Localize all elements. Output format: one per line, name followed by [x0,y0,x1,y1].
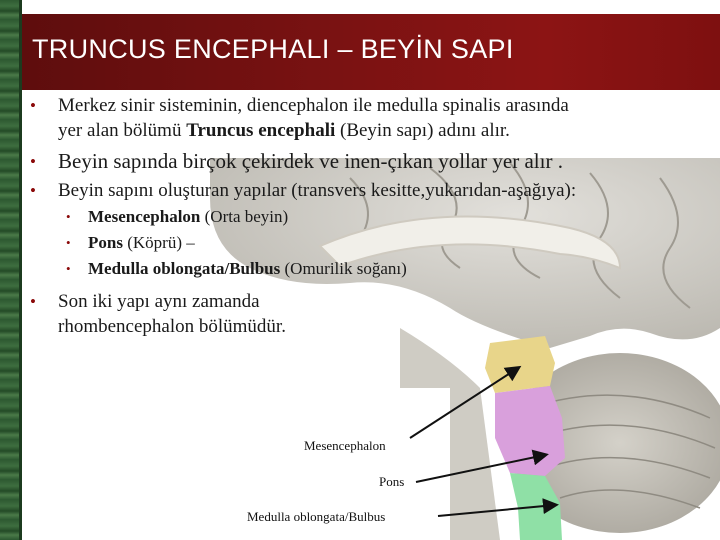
bullet-1-line-2: yer alan bölümü Truncus encephali (Beyin sapı) adını alır. [58,120,510,141]
label-mesencephalon: Mesencephalon [304,438,386,453]
bullet-marker: • [30,181,36,200]
mesencephalon-arrow [410,368,518,438]
sub-bullet-marker: • [66,261,71,276]
sub-bullet-marker: • [66,235,71,250]
sub-bullet-bold: Medulla oblongata/Bulbus [88,259,281,278]
bullet-4-line-1: Son iki yapı aynı zamanda [58,291,260,312]
bullet-marker: • [30,292,36,311]
sub-bullet-marker: • [66,209,71,224]
slide: TRUNCUS ENCEPHALI – BEYİN SAPI • Merkez sinir sisteminin, diencephalon ile medulla spinalis arasında yer alan bölümü Truncus encephali (Beyin sapı) adını alır. • Beyin sapında birçok çekirdek ve inen-çıkan yollar yer alır . • Beyin sapını oluşturan yapılar (transvers kesitte,yukarıdan-aşağıya): • Mesencephalon (Orta beyin) • Pons (Köprü) – • Medulla oblongata/Bulbus (Omurilik soğanı) • Son iki yapı aynı zamanda rhombencephalon bölümüdür. Mesencephalon Pons Medulla oblongata/Bulbus [0,0,720,540]
bullet-4-line-2: rhombencephalon bölümüdür. [58,316,286,337]
pons-arrow [416,455,545,482]
bullet-1-line-1: Merkez sinir sisteminin, diencephalon ile medulla spinalis arasında [58,95,569,116]
label-pons: Pons [379,474,405,489]
slide-title: TRUNCUS ENCEPHALI – BEYİN SAPI [32,34,514,64]
bullet-marker: • [30,152,36,171]
bullet-2-text: Beyin sapında birçok çekirdek ve inen-çıkan yollar yer alır . [58,149,563,173]
label-medulla: Medulla oblongata/Bulbus [247,509,386,524]
sub-bullet-bold: Pons [88,233,123,252]
bullet-3-text: Beyin sapını oluşturan yapılar (transvers kesitte,yukarıdan-aşağıya): [58,180,577,201]
bullet-marker: • [30,96,36,115]
sub-bullet-bold: Mesencephalon [88,207,201,226]
medulla-arrow [438,505,555,516]
